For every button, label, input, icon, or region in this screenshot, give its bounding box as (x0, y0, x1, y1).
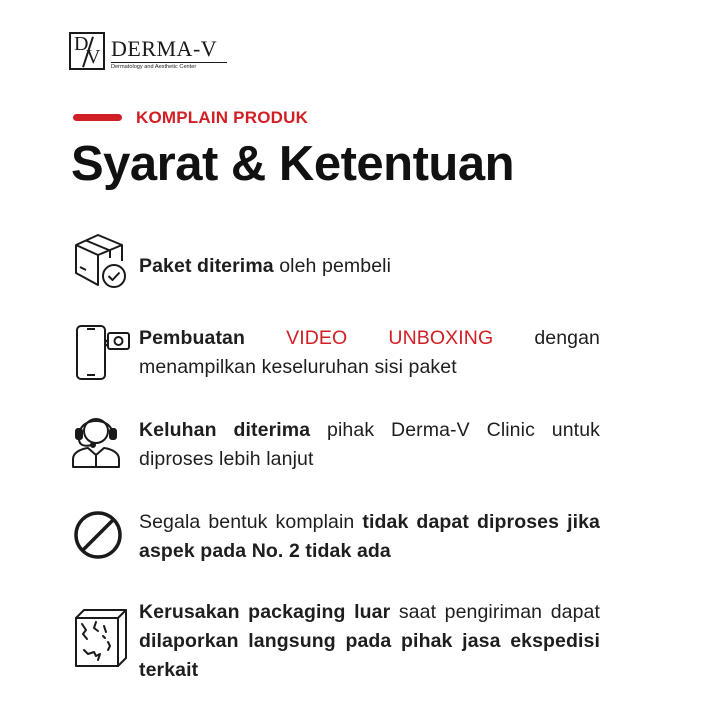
logo-mark-d: D (74, 33, 89, 55)
item-3-rest: pihak Derma-V Clinic untuk diproses lebih lanjut (139, 419, 600, 470)
item-5-bold2: dilaporkan langsung pada pihak jasa ekspedisi terkait (139, 630, 600, 681)
phone-camera-icon (74, 323, 132, 383)
item-4-bold: tidak dapat diproses jika aspek pada No. 2 tidak ada (139, 511, 600, 562)
logo-mark-v: V (86, 46, 101, 68)
item-5-bold1: Kerusakan packaging luar (139, 601, 391, 623)
item-2-text (139, 324, 600, 382)
package-check-icon (72, 231, 128, 293)
item-2-video-unboxing: VIDEO UNBOXING (286, 327, 494, 349)
brand-subtitle: Dermatology and Aesthetic Center (111, 64, 197, 70)
damaged-box-icon (74, 606, 130, 668)
customer-service-icon (70, 409, 122, 469)
prohibited-icon (71, 508, 125, 562)
item-2-rest: dengan menampilkan keseluruhan sisi paket (139, 327, 600, 378)
page-title: Syarat & Ketentuan (71, 137, 515, 191)
item-3-text (139, 416, 600, 474)
item-2-bold: Pembuatan (139, 327, 246, 349)
item-5-text (139, 598, 600, 685)
brand-logo (69, 32, 229, 78)
item-4-text (139, 508, 600, 566)
section-tag: KOMPLAIN PRODUK (136, 108, 309, 127)
item-1-bold: Paket diterima (139, 255, 274, 277)
item-4-pre: Segala bentuk komplain (139, 511, 363, 533)
brand-name: DERMA-V (111, 36, 218, 61)
tag-accent-bar (73, 114, 122, 121)
item-3-bold: Keluhan diterima (139, 419, 311, 441)
item-1-rest: oleh pembeli (273, 255, 392, 277)
item-5-mid: saat pengiriman dapat (390, 601, 600, 623)
item-1-text (139, 252, 600, 281)
logo-mark (69, 32, 105, 70)
